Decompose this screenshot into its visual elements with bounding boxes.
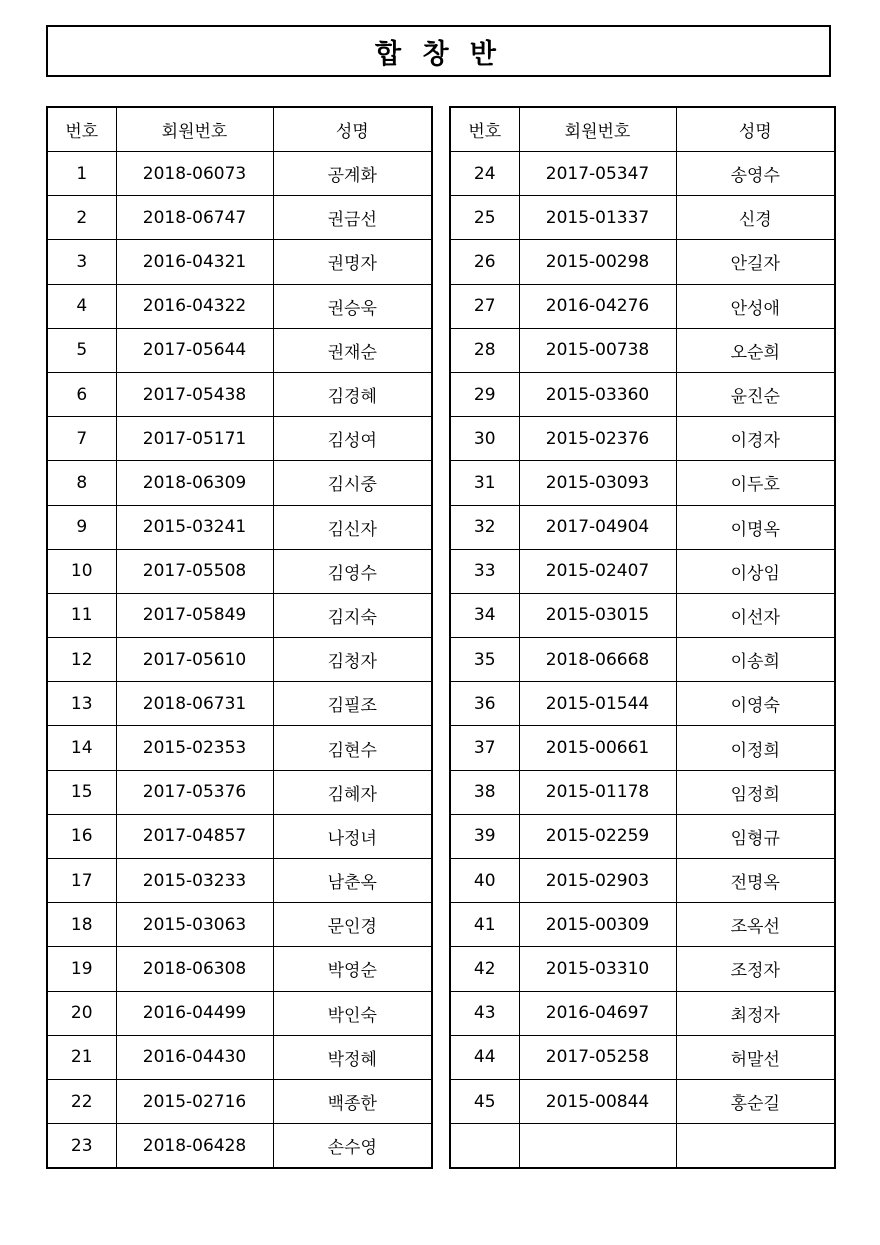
header-row xyxy=(47,107,432,152)
table-row xyxy=(450,1035,835,1079)
cell-name xyxy=(676,1124,835,1169)
cell-name: 송영수 xyxy=(676,152,835,196)
cell-member-id: 2015-02259 xyxy=(519,814,676,858)
cell-name: 이명옥 xyxy=(676,505,835,549)
table-row xyxy=(450,859,835,903)
cell-member-id: 2017-05347 xyxy=(519,152,676,196)
table-row xyxy=(450,417,835,461)
cell-number: 30 xyxy=(450,417,519,461)
header-member-id: 회원번호 xyxy=(116,107,273,152)
cell-name: 임형규 xyxy=(676,814,835,858)
cell-number: 9 xyxy=(47,505,116,549)
table-row xyxy=(47,593,432,637)
cell-number: 22 xyxy=(47,1079,116,1123)
cell-number: 37 xyxy=(450,726,519,770)
table-row xyxy=(47,372,432,416)
cell-member-id: 2018-06668 xyxy=(519,638,676,682)
cell-name: 권금선 xyxy=(273,196,432,240)
cell-name: 이선자 xyxy=(676,593,835,637)
cell-number: 20 xyxy=(47,991,116,1035)
table-row xyxy=(450,947,835,991)
table-row xyxy=(47,682,432,726)
table-row xyxy=(47,328,432,372)
header-member-id: 회원번호 xyxy=(519,107,676,152)
cell-name: 오순희 xyxy=(676,328,835,372)
cell-member-id: 2017-05171 xyxy=(116,417,273,461)
table-row xyxy=(47,284,432,328)
cell-number: 2 xyxy=(47,196,116,240)
cell-number: 4 xyxy=(47,284,116,328)
cell-number: 24 xyxy=(450,152,519,196)
cell-name: 김시중 xyxy=(273,461,432,505)
cell-member-id: 2015-00309 xyxy=(519,903,676,947)
cell-member-id: 2015-02903 xyxy=(519,859,676,903)
cell-name: 권재순 xyxy=(273,328,432,372)
table-row xyxy=(47,549,432,593)
cell-member-id: 2018-06308 xyxy=(116,947,273,991)
cell-number: 45 xyxy=(450,1079,519,1123)
table-row xyxy=(47,240,432,284)
cell-number: 42 xyxy=(450,947,519,991)
cell-name: 이정희 xyxy=(676,726,835,770)
table-row xyxy=(450,196,835,240)
table-row xyxy=(450,152,835,196)
cell-name: 나정녀 xyxy=(273,814,432,858)
cell-name: 이송희 xyxy=(676,638,835,682)
cell-number: 16 xyxy=(47,814,116,858)
cell-name: 손수영 xyxy=(273,1124,432,1169)
cell-name: 박인숙 xyxy=(273,991,432,1035)
table-row xyxy=(450,770,835,814)
table-row xyxy=(47,196,432,240)
cell-member-id: 2017-05258 xyxy=(519,1035,676,1079)
table-row xyxy=(47,1035,432,1079)
cell-name: 최정자 xyxy=(676,991,835,1035)
page-title-box xyxy=(46,25,831,77)
table-row xyxy=(450,903,835,947)
cell-name: 윤진순 xyxy=(676,372,835,416)
cell-number: 31 xyxy=(450,461,519,505)
cell-number: 3 xyxy=(47,240,116,284)
table-row xyxy=(47,638,432,682)
cell-member-id: 2015-03093 xyxy=(519,461,676,505)
cell-number: 21 xyxy=(47,1035,116,1079)
table-row xyxy=(450,1079,835,1123)
cell-member-id: 2017-05508 xyxy=(116,549,273,593)
table-row xyxy=(47,461,432,505)
cell-member-id: 2018-06309 xyxy=(116,461,273,505)
table-row xyxy=(450,328,835,372)
cell-name: 박영순 xyxy=(273,947,432,991)
cell-member-id: 2016-04322 xyxy=(116,284,273,328)
header-number: 번호 xyxy=(450,107,519,152)
cell-member-id xyxy=(519,1124,676,1169)
cell-number: 6 xyxy=(47,372,116,416)
cell-name: 이영숙 xyxy=(676,682,835,726)
cell-member-id: 2015-02376 xyxy=(519,417,676,461)
cell-number: 13 xyxy=(47,682,116,726)
cell-number: 23 xyxy=(47,1124,116,1169)
cell-number: 40 xyxy=(450,859,519,903)
table-row xyxy=(450,549,835,593)
table-row xyxy=(47,417,432,461)
cell-name: 권승욱 xyxy=(273,284,432,328)
cell-name: 김혜자 xyxy=(273,770,432,814)
cell-number: 25 xyxy=(450,196,519,240)
cell-member-id: 2016-04697 xyxy=(519,991,676,1035)
cell-name: 권명자 xyxy=(273,240,432,284)
cell-number: 41 xyxy=(450,903,519,947)
cell-number: 7 xyxy=(47,417,116,461)
cell-name: 안길자 xyxy=(676,240,835,284)
cell-number: 39 xyxy=(450,814,519,858)
cell-member-id: 2016-04430 xyxy=(116,1035,273,1079)
cell-number: 11 xyxy=(47,593,116,637)
cell-number: 15 xyxy=(47,770,116,814)
roster-table-right xyxy=(449,106,836,1169)
cell-member-id: 2015-03233 xyxy=(116,859,273,903)
cell-name: 백종한 xyxy=(273,1079,432,1123)
table-row xyxy=(450,991,835,1035)
cell-member-id: 2016-04321 xyxy=(116,240,273,284)
cell-name: 공계화 xyxy=(273,152,432,196)
cell-number: 32 xyxy=(450,505,519,549)
cell-number: 12 xyxy=(47,638,116,682)
cell-name: 조옥선 xyxy=(676,903,835,947)
table-row xyxy=(450,372,835,416)
table-row xyxy=(47,152,432,196)
cell-number: 33 xyxy=(450,549,519,593)
cell-name: 허말선 xyxy=(676,1035,835,1079)
cell-number: 26 xyxy=(450,240,519,284)
cell-number: 10 xyxy=(47,549,116,593)
header-name: 성명 xyxy=(273,107,432,152)
cell-name: 남춘옥 xyxy=(273,859,432,903)
cell-member-id: 2015-00661 xyxy=(519,726,676,770)
cell-number: 19 xyxy=(47,947,116,991)
cell-member-id: 2015-03241 xyxy=(116,505,273,549)
cell-name: 김필조 xyxy=(273,682,432,726)
cell-member-id: 2017-05849 xyxy=(116,593,273,637)
cell-member-id: 2015-00738 xyxy=(519,328,676,372)
cell-member-id: 2017-04904 xyxy=(519,505,676,549)
cell-member-id: 2017-04857 xyxy=(116,814,273,858)
table-row xyxy=(450,284,835,328)
cell-name: 이상임 xyxy=(676,549,835,593)
cell-member-id: 2015-03063 xyxy=(116,903,273,947)
table-row xyxy=(47,770,432,814)
table-row xyxy=(450,726,835,770)
table-row xyxy=(450,240,835,284)
cell-number: 44 xyxy=(450,1035,519,1079)
table-row xyxy=(47,1079,432,1123)
header-number: 번호 xyxy=(47,107,116,152)
table-row xyxy=(47,726,432,770)
cell-name: 박정혜 xyxy=(273,1035,432,1079)
cell-member-id: 2017-05438 xyxy=(116,372,273,416)
table-row xyxy=(47,903,432,947)
cell-number: 43 xyxy=(450,991,519,1035)
table-row xyxy=(450,814,835,858)
table-row xyxy=(450,682,835,726)
table-row xyxy=(450,638,835,682)
cell-member-id: 2017-05644 xyxy=(116,328,273,372)
table-row xyxy=(450,593,835,637)
cell-name: 이두호 xyxy=(676,461,835,505)
cell-number: 35 xyxy=(450,638,519,682)
cell-name: 홍순길 xyxy=(676,1079,835,1123)
table-row xyxy=(47,947,432,991)
cell-name: 김현수 xyxy=(273,726,432,770)
cell-number: 27 xyxy=(450,284,519,328)
cell-member-id: 2015-01544 xyxy=(519,682,676,726)
cell-name: 문인경 xyxy=(273,903,432,947)
cell-number: 36 xyxy=(450,682,519,726)
table-row xyxy=(450,505,835,549)
cell-member-id: 2015-03015 xyxy=(519,593,676,637)
cell-member-id: 2017-05376 xyxy=(116,770,273,814)
cell-name: 김영수 xyxy=(273,549,432,593)
table-row xyxy=(450,1124,835,1169)
cell-member-id: 2015-01337 xyxy=(519,196,676,240)
table-row xyxy=(47,814,432,858)
cell-name: 이경자 xyxy=(676,417,835,461)
cell-number: 28 xyxy=(450,328,519,372)
cell-member-id: 2018-06428 xyxy=(116,1124,273,1169)
table-row xyxy=(47,1124,432,1169)
cell-name: 김신자 xyxy=(273,505,432,549)
header-row xyxy=(450,107,835,152)
cell-number: 17 xyxy=(47,859,116,903)
cell-name: 전명옥 xyxy=(676,859,835,903)
cell-number: 38 xyxy=(450,770,519,814)
table-row xyxy=(47,505,432,549)
cell-member-id: 2018-06747 xyxy=(116,196,273,240)
cell-number xyxy=(450,1124,519,1169)
cell-member-id: 2015-02353 xyxy=(116,726,273,770)
cell-number: 18 xyxy=(47,903,116,947)
cell-member-id: 2018-06073 xyxy=(116,152,273,196)
header-name: 성명 xyxy=(676,107,835,152)
cell-member-id: 2015-02716 xyxy=(116,1079,273,1123)
cell-name: 조정자 xyxy=(676,947,835,991)
cell-name: 김지숙 xyxy=(273,593,432,637)
cell-number: 29 xyxy=(450,372,519,416)
cell-name: 김경혜 xyxy=(273,372,432,416)
cell-member-id: 2016-04276 xyxy=(519,284,676,328)
cell-number: 14 xyxy=(47,726,116,770)
cell-member-id: 2016-04499 xyxy=(116,991,273,1035)
page-title: 합 창 반 xyxy=(374,38,503,70)
table-row xyxy=(47,859,432,903)
cell-name: 임정희 xyxy=(676,770,835,814)
cell-member-id: 2015-00298 xyxy=(519,240,676,284)
cell-name: 김성여 xyxy=(273,417,432,461)
roster-table-left xyxy=(46,106,433,1169)
cell-number: 8 xyxy=(47,461,116,505)
cell-name: 안성애 xyxy=(676,284,835,328)
table-row xyxy=(450,461,835,505)
cell-number: 34 xyxy=(450,593,519,637)
cell-name: 김청자 xyxy=(273,638,432,682)
cell-number: 1 xyxy=(47,152,116,196)
table-row xyxy=(47,991,432,1035)
cell-member-id: 2015-03360 xyxy=(519,372,676,416)
cell-member-id: 2015-01178 xyxy=(519,770,676,814)
cell-member-id: 2015-03310 xyxy=(519,947,676,991)
cell-number: 5 xyxy=(47,328,116,372)
cell-name: 신경 xyxy=(676,196,835,240)
cell-member-id: 2015-00844 xyxy=(519,1079,676,1123)
cell-member-id: 2018-06731 xyxy=(116,682,273,726)
cell-member-id: 2015-02407 xyxy=(519,549,676,593)
cell-member-id: 2017-05610 xyxy=(116,638,273,682)
